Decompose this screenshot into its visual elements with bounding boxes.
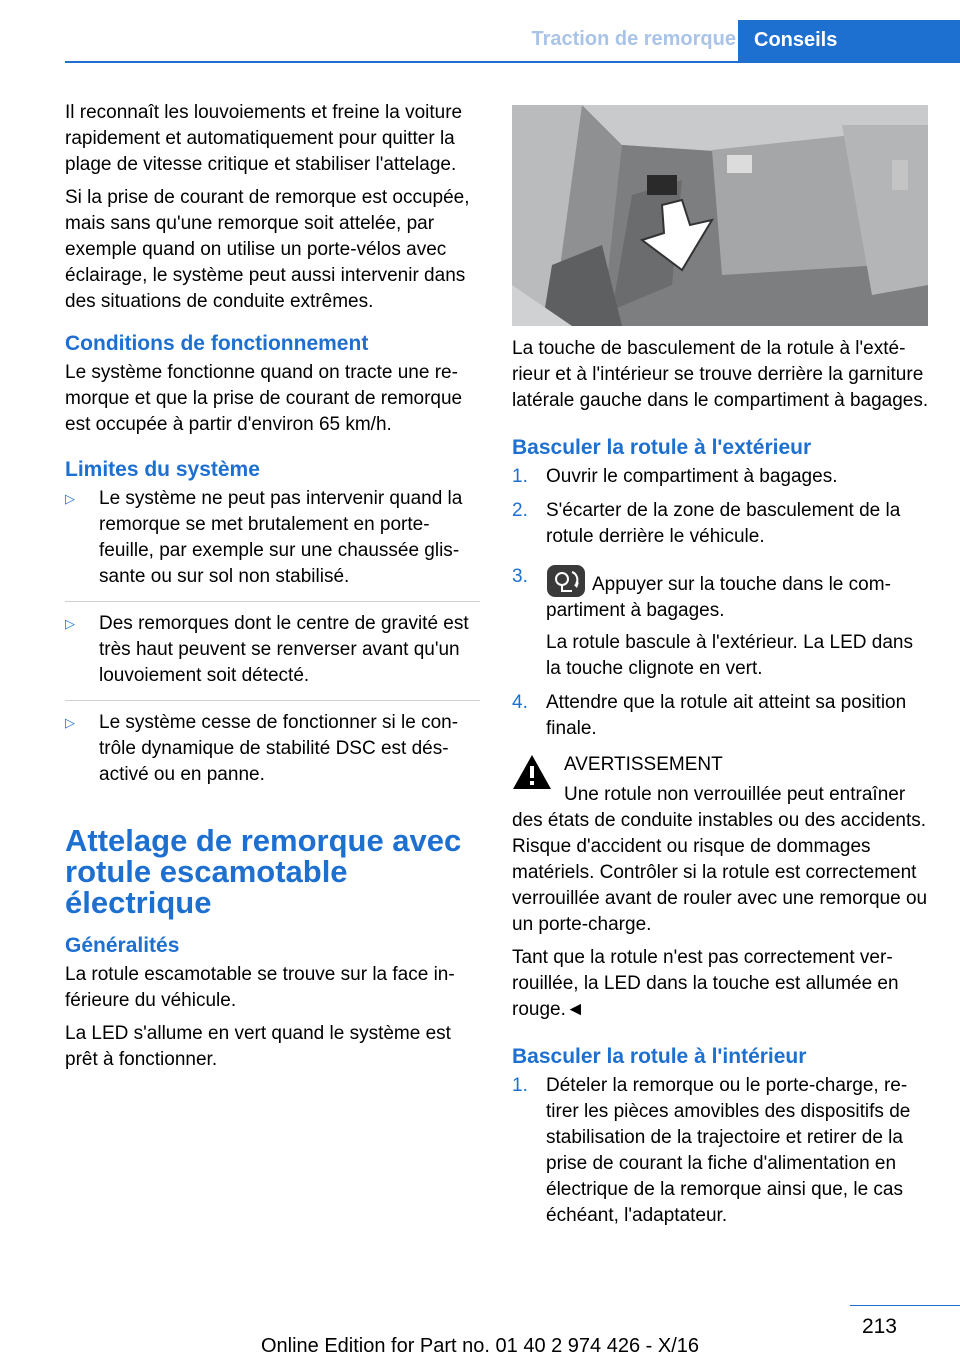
list-item bbox=[65, 486, 480, 602]
list-item bbox=[512, 564, 929, 682]
step-number: 1. bbox=[512, 1075, 528, 1096]
photo-caption: La touche de basculement de la rotule à l'extérieur et à l'intérieur se trouve derrière la garniture latérale gauche dans le compartiment à bagages. bbox=[512, 338, 929, 411]
triangle-bullet-icon: ▷ bbox=[65, 491, 75, 506]
list-item bbox=[512, 1073, 929, 1229]
list-item bbox=[512, 498, 929, 550]
heading-generalites: Généralités bbox=[65, 934, 180, 957]
edition-footer: Online Edition for Part no. 01 40 2 974 426 - X/16 bbox=[260, 1335, 700, 1357]
heading-attelage: Attelage de remorque avec rotule escamotable électrique bbox=[65, 823, 462, 920]
steps-interieur bbox=[512, 1073, 929, 1229]
step-text: Attendre que la rotule ait atteint sa position finale. bbox=[546, 692, 907, 739]
paragraph: Il reconnaît les louvoiements et freine la voiture rapidement et automatiquement pour quitter la plage de vitesse critique et stabiliser l'attelage. bbox=[65, 102, 463, 175]
warning-block bbox=[512, 750, 929, 1023]
header-section-title: Traction de remorque bbox=[531, 28, 736, 50]
triangle-bullet-icon: ▷ bbox=[65, 616, 75, 631]
step-text: S'écarter de la zone de basculement de la rotule derrière le véhicule. bbox=[546, 500, 901, 547]
list-item-text: Le système cesse de fonctionner si le contrôle dynamique de stabilité DSC est désactivé ou en panne. bbox=[99, 712, 459, 785]
step-subtext: La rotule bascule à l'extérieur. La LED dans la touche clignote en vert. bbox=[546, 632, 913, 679]
left-column bbox=[65, 100, 480, 1080]
list-item bbox=[512, 464, 929, 490]
step-text: Appuyer sur la touche dans le compartiment à bagages. bbox=[546, 574, 891, 621]
triangle-bullet-icon: ▷ bbox=[65, 715, 75, 730]
list-item bbox=[65, 710, 480, 799]
step-number: 2. bbox=[512, 500, 528, 521]
hitch-button-icon bbox=[546, 564, 586, 598]
footer-rule bbox=[850, 1305, 960, 1306]
warning-text-2: Tant que la rotule n'est pas correctement verrouillée, la LED dans la touche est allumée en rouge.◄ bbox=[512, 947, 899, 1020]
list-item-text: Le système ne peut pas intervenir quand la remorque se met brutalement en porte-feuille, par exemple sur une chaussée glissante ou sur sol non stabilisé. bbox=[99, 488, 463, 587]
paragraph: Le système fonctionne quand on tracte une remorque et que la prise de courant de remorque est occupée à partir d'environ 65 km/h. bbox=[65, 362, 463, 435]
step-number: 4. bbox=[512, 692, 528, 713]
step-number: 3. bbox=[512, 566, 528, 587]
step-number: 1. bbox=[512, 466, 528, 487]
list-item bbox=[65, 611, 480, 701]
header-chapter-tab: Conseils bbox=[738, 20, 960, 63]
right-column bbox=[512, 336, 929, 1237]
paragraph: La LED s'allume en vert quand le système est prêt à fonctionner. bbox=[65, 1023, 451, 1070]
heading-basculer-interieur: Basculer la rotule à l'intérieur bbox=[512, 1045, 807, 1068]
paragraph: La rotule escamotable se trouve sur la face inférieure du véhicule. bbox=[65, 964, 455, 1011]
trunk-photo bbox=[512, 105, 928, 326]
paragraph: Si la prise de courant de remorque est occupée, mais sans qu'une remorque soit attelée, par exemple quand on utilise un porte-vélos avec éclairage, le système peut aussi intervenir dans des situations de conduite extrêmes. bbox=[65, 187, 470, 312]
heading-limites: Limites du système bbox=[65, 458, 260, 481]
heading-basculer-exterieur: Basculer la rotule à l'extérieur bbox=[512, 436, 812, 459]
steps-exterieur bbox=[512, 464, 929, 742]
warning-text: Une rotule non verrouillée peut entraîner des états de conduite instables ou des accidents. Risque d'accident ou risque de dommages matériels. Contrôler si la rotule est correctement verrouillée avant de rouler avec une remorque ou un porte-charge. bbox=[512, 784, 928, 935]
list-item-text: Des remorques dont le centre de gravité est très haut peuvent se renverser avant qu'un louvoiement soit détecté. bbox=[99, 613, 469, 686]
list-item bbox=[512, 690, 929, 742]
step-text: Dételer la remorque ou le porte-charge, retirer les pièces amovibles des dispositifs de stabilisation de la trajectoire et retirer de la prise de courant la fiche d'alimentation en électrique de la remorque ainsi que, le cas échéant, l'adaptateur. bbox=[546, 1075, 911, 1226]
warning-title: AVERTISSEMENT bbox=[564, 754, 723, 775]
header-rule bbox=[65, 61, 960, 63]
limits-list bbox=[65, 486, 480, 799]
step-text: Ouvrir le compartiment à bagages. bbox=[546, 466, 838, 487]
heading-conditions: Conditions de fonctionnement bbox=[65, 332, 369, 355]
warning-triangle-icon bbox=[512, 754, 552, 790]
page-number: 213 bbox=[861, 1315, 897, 1338]
